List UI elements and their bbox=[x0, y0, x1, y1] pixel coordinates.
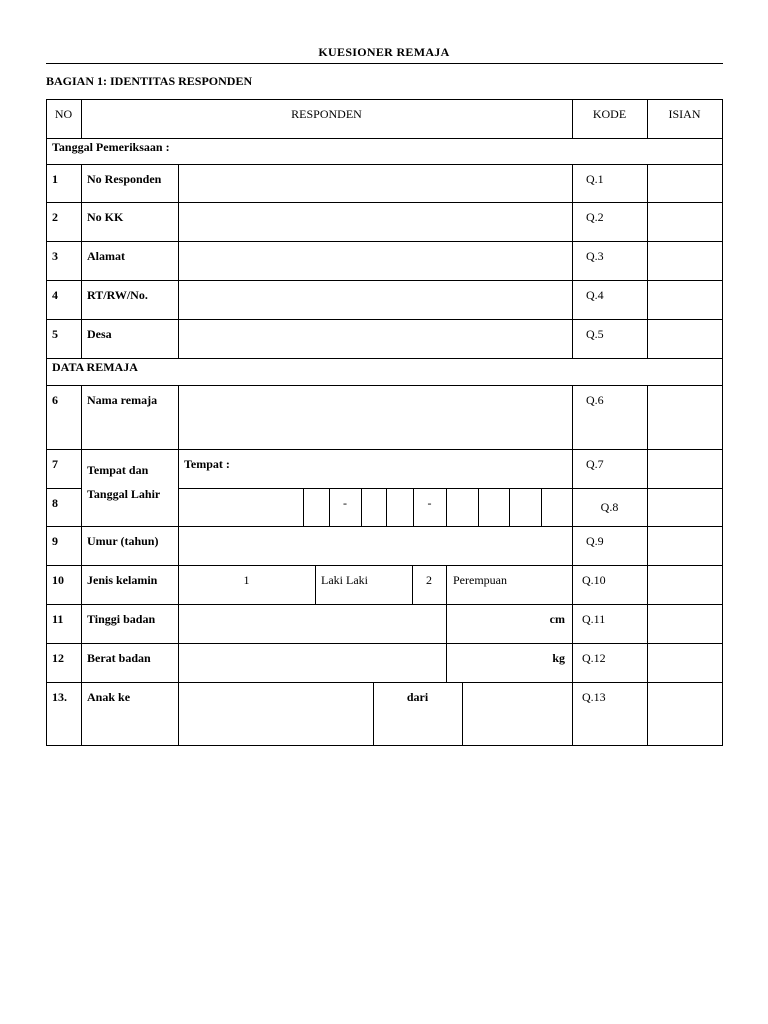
row-label: Nama remaja bbox=[87, 393, 158, 407]
table-rule bbox=[572, 241, 573, 281]
weight-field[interactable] bbox=[179, 644, 445, 681]
answer-field[interactable] bbox=[179, 320, 571, 357]
height-unit: cm bbox=[549, 612, 565, 626]
header-responden: RESPONDEN bbox=[291, 107, 362, 121]
row-label: Berat badan bbox=[87, 651, 151, 665]
table-rule bbox=[81, 319, 82, 359]
table-rule bbox=[81, 385, 82, 450]
age-field[interactable] bbox=[179, 527, 571, 564]
child-order-field[interactable] bbox=[179, 683, 372, 744]
row-label: Alamat bbox=[87, 249, 125, 263]
date-year-box[interactable] bbox=[510, 489, 540, 525]
row-label: RT/RW/No. bbox=[87, 288, 148, 302]
answer-field[interactable] bbox=[179, 281, 571, 318]
date-month-box[interactable] bbox=[362, 489, 385, 525]
code-cell: Q.2 bbox=[586, 210, 604, 224]
table-left-border bbox=[46, 99, 47, 746]
table-rule bbox=[81, 604, 82, 644]
row-number: 1 bbox=[52, 172, 58, 186]
isian-field[interactable] bbox=[648, 165, 721, 201]
table-rule bbox=[572, 164, 573, 203]
birthdate-prefix-field[interactable] bbox=[179, 489, 302, 525]
row-number: 6 bbox=[52, 393, 58, 407]
table-rule bbox=[572, 565, 573, 605]
isian-field[interactable] bbox=[648, 450, 721, 487]
code-cell: Q.11 bbox=[582, 612, 606, 626]
table-top-border bbox=[46, 99, 723, 100]
table-right-border bbox=[722, 99, 723, 746]
row-number: 9 bbox=[52, 534, 58, 548]
code-cell: Q.8 bbox=[600, 500, 619, 514]
code-cell: Q.10 bbox=[582, 573, 606, 587]
table-rule bbox=[81, 682, 82, 746]
header-kode: KODE bbox=[592, 107, 627, 121]
date-month-box[interactable] bbox=[387, 489, 412, 525]
isian-field[interactable] bbox=[648, 605, 721, 642]
isian-field[interactable] bbox=[648, 203, 721, 240]
gender-option-1-label[interactable]: Laki Laki bbox=[321, 573, 368, 587]
row-label: No Responden bbox=[87, 172, 162, 186]
isian-field[interactable] bbox=[648, 566, 721, 603]
table-rule bbox=[572, 385, 573, 450]
row-number: 13. bbox=[52, 690, 67, 704]
section-heading: BAGIAN 1: IDENTITAS RESPONDEN bbox=[46, 74, 253, 88]
table-rule bbox=[46, 682, 723, 683]
table-rule bbox=[572, 319, 573, 359]
isian-field[interactable] bbox=[648, 386, 721, 448]
table-rule bbox=[572, 280, 573, 320]
answer-field[interactable] bbox=[179, 386, 571, 448]
height-field[interactable] bbox=[179, 605, 445, 642]
isian-field[interactable] bbox=[648, 242, 721, 279]
birthplace-field[interactable] bbox=[248, 450, 570, 487]
code-cell: Q.9 bbox=[586, 534, 604, 548]
code-cell: Q.7 bbox=[586, 457, 604, 471]
gender-divider bbox=[315, 565, 316, 605]
header-isian: ISIAN bbox=[668, 107, 701, 121]
table-rule bbox=[81, 565, 82, 605]
sibling-total-field[interactable] bbox=[463, 683, 571, 744]
sibling-of-label: dari bbox=[406, 690, 429, 704]
isian-field[interactable] bbox=[648, 320, 721, 357]
table-rule bbox=[81, 241, 82, 281]
row-label: No KK bbox=[87, 210, 124, 224]
row-number: 5 bbox=[52, 327, 58, 341]
gender-option-2-label[interactable]: Perempuan bbox=[453, 573, 507, 587]
row-number: 3 bbox=[52, 249, 58, 263]
code-cell: Q.1 bbox=[586, 172, 604, 186]
data-remaja-label: DATA REMAJA bbox=[52, 360, 138, 374]
table-rule bbox=[572, 604, 573, 644]
table-rule bbox=[81, 643, 82, 683]
isian-field[interactable] bbox=[648, 281, 721, 318]
table-rule bbox=[572, 682, 573, 746]
code-cell: Q.4 bbox=[586, 288, 604, 302]
date-year-box[interactable] bbox=[542, 489, 571, 525]
tempat-label: Tempat : bbox=[184, 457, 230, 471]
date-year-box[interactable] bbox=[447, 489, 477, 525]
answer-field[interactable] bbox=[179, 203, 571, 240]
table-rule bbox=[46, 138, 723, 139]
table-rule bbox=[572, 526, 573, 566]
row-number: 8 bbox=[52, 496, 58, 510]
row-label: Tinggi badan bbox=[87, 612, 156, 626]
isian-field[interactable] bbox=[648, 683, 721, 744]
row-label: Anak ke bbox=[87, 690, 131, 704]
code-cell: Q.6 bbox=[586, 393, 604, 407]
table-rule bbox=[81, 164, 82, 203]
date-separator: - bbox=[427, 496, 432, 510]
row-label: Desa bbox=[87, 327, 112, 341]
date-separator: - bbox=[343, 496, 347, 510]
date-year-box[interactable] bbox=[479, 489, 508, 525]
answer-field[interactable] bbox=[179, 242, 571, 279]
row-number: 10 bbox=[52, 573, 64, 587]
table-rule bbox=[46, 565, 723, 566]
gender-option-1-code[interactable]: 1 bbox=[243, 573, 250, 587]
table-rule bbox=[572, 643, 573, 683]
document-title: KUESIONER REMAJA bbox=[318, 45, 450, 59]
code-cell: Q.5 bbox=[586, 327, 604, 341]
header-no: NO bbox=[54, 107, 73, 121]
table-rule bbox=[46, 358, 723, 359]
code-cell: Q.3 bbox=[586, 249, 604, 263]
row-label: Umur (tahun) bbox=[87, 534, 159, 548]
table-bottom-border bbox=[46, 745, 723, 746]
table-rule bbox=[46, 488, 82, 489]
exam-date-label: Tanggal Pemeriksaan : bbox=[52, 140, 170, 154]
row-number: 11 bbox=[52, 612, 64, 626]
row-number: 12 bbox=[52, 651, 64, 665]
row-number: 4 bbox=[52, 288, 58, 302]
isian-field[interactable] bbox=[648, 527, 721, 564]
row-number: 2 bbox=[52, 210, 58, 224]
row-number: 7 bbox=[52, 457, 58, 471]
code-cell: Q.12 bbox=[582, 651, 606, 665]
title-rule bbox=[46, 63, 723, 64]
code-cell: Q.13 bbox=[582, 690, 606, 704]
row-label: Tempat dan bbox=[87, 463, 149, 477]
gender-option-2-code[interactable]: 2 bbox=[426, 573, 432, 587]
table-rule bbox=[81, 526, 82, 566]
table-rule bbox=[81, 202, 82, 242]
table-rule bbox=[81, 280, 82, 320]
isian-field[interactable] bbox=[648, 489, 721, 525]
answer-field[interactable] bbox=[179, 165, 571, 201]
row-label: Tanggal Lahir bbox=[87, 487, 161, 501]
date-day-box[interactable] bbox=[304, 489, 328, 525]
isian-field[interactable] bbox=[648, 644, 721, 681]
gender-divider bbox=[446, 565, 447, 605]
row-label: Jenis kelamin bbox=[87, 573, 158, 587]
table-rule bbox=[572, 202, 573, 242]
weight-unit: kg bbox=[552, 651, 565, 665]
